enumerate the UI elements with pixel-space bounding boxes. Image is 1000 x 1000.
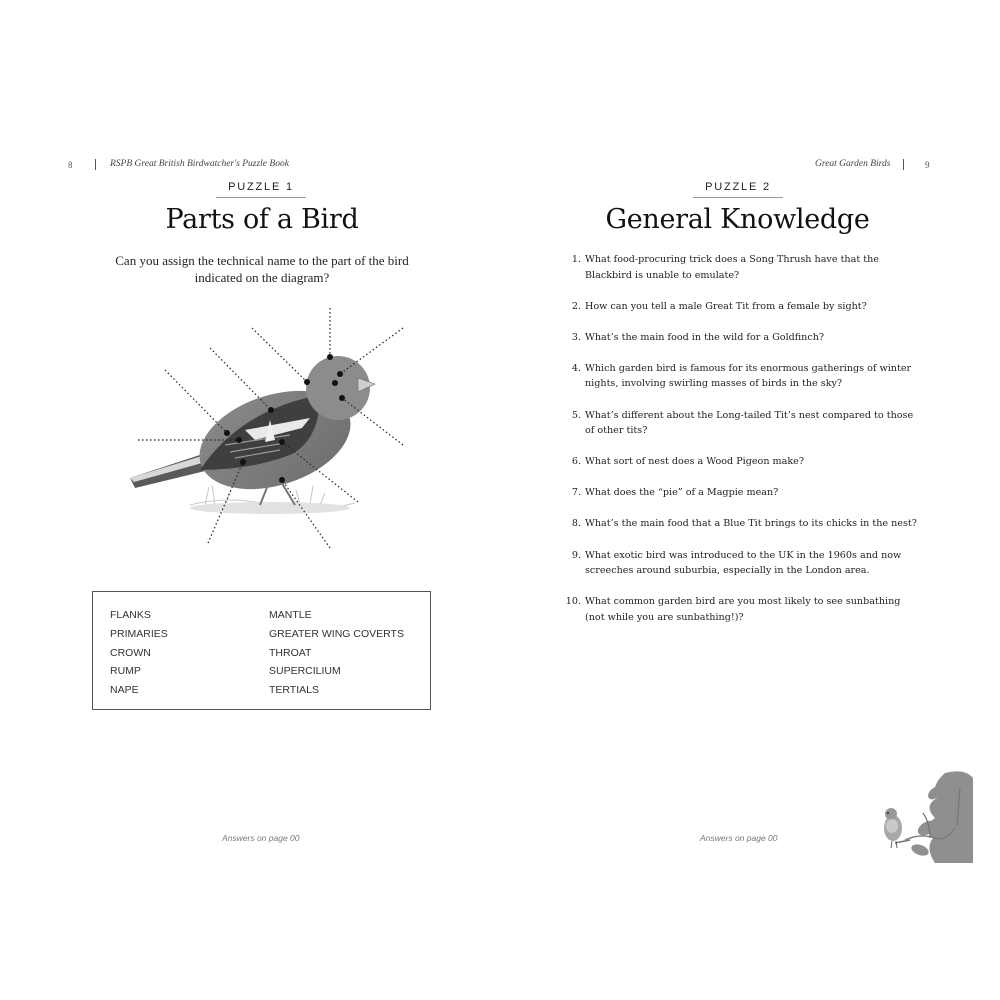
question-item: 9. What exotic bird was introduced to the UK in the 1960s and now screeches around suburbia, especially in the London area. xyxy=(571,549,902,577)
question-item: 1. What food-procuring trick does a Song Thrush have that the Blackbird is unable to emulate? xyxy=(571,254,879,281)
word-bank-item: SUPERCILIUM xyxy=(269,665,341,678)
page-title-right: General Knowledge xyxy=(605,204,870,235)
page-number-left: 8 xyxy=(68,160,73,170)
intro-line-2: indicated on the diagram? xyxy=(194,270,330,285)
word-bank-item: RUMP xyxy=(110,665,141,678)
question-item: 2. How can you tell a male Great Tit from a female by sight? xyxy=(571,300,867,312)
question-item: 6. What sort of nest does a Wood Pigeon make? xyxy=(571,456,805,468)
word-bank-column-1 xyxy=(110,606,168,700)
header-divider-right xyxy=(903,159,904,170)
word-bank-item: GREATER WING COVERTS xyxy=(269,627,404,640)
word-bank-item: NAPE xyxy=(110,684,139,697)
question-item: 5. What’s different about the Long-tailed Tit’s nest compared to those of other tits? xyxy=(571,409,914,437)
question-item: 8. What’s the main food that a Blue Tit brings to its chicks in the nest? xyxy=(571,518,917,530)
question-list xyxy=(565,252,925,641)
page-title-left: Parts of a Bird xyxy=(165,204,359,235)
word-bank-item: FLANKS xyxy=(110,609,151,621)
word-bank-item: TERTIALS xyxy=(269,684,319,697)
answers-footer-left: Answers on page 00 xyxy=(222,833,300,843)
word-bank-item: CROWN xyxy=(110,646,151,659)
chaffinch-diagram xyxy=(120,300,420,560)
puzzle-label-2: PUZZLE 2 xyxy=(693,181,783,198)
question-item: 10. What common garden bird are you most likely to see sunbathing (not while you are sunbathing!)? xyxy=(565,596,901,623)
grass-icon xyxy=(190,485,355,514)
intro-line-1: Can you assign the technical name to the part of the bird xyxy=(115,253,409,268)
word-bank-column-2 xyxy=(269,606,404,700)
word-bank-item: MANTLE xyxy=(269,609,312,621)
intro-text xyxy=(92,252,432,286)
puzzle-label-1: PUZZLE 1 xyxy=(216,181,306,198)
running-head-left: RSPB Great British Birdwatcher's Puzzle Book xyxy=(110,159,289,169)
word-bank-item: PRIMARIES xyxy=(110,627,168,640)
running-head-right: Great Garden Birds xyxy=(815,159,891,169)
robin-on-branch-icon xyxy=(875,768,980,866)
word-bank-box xyxy=(92,591,431,710)
word-bank-item: THROAT xyxy=(269,646,312,659)
question-item: 4. Which garden bird is famous for its enormous gatherings of winter nights, involving swirling masses of birds in the sky? xyxy=(571,362,912,390)
page-number-right: 9 xyxy=(925,160,930,170)
header-divider-left xyxy=(95,159,96,170)
answers-footer-right: Answers on page 00 xyxy=(700,833,778,843)
question-item: 7. What does the “pie” of a Magpie mean? xyxy=(571,487,779,499)
question-item: 3. What’s the main food in the wild for a Goldfinch? xyxy=(571,331,825,343)
